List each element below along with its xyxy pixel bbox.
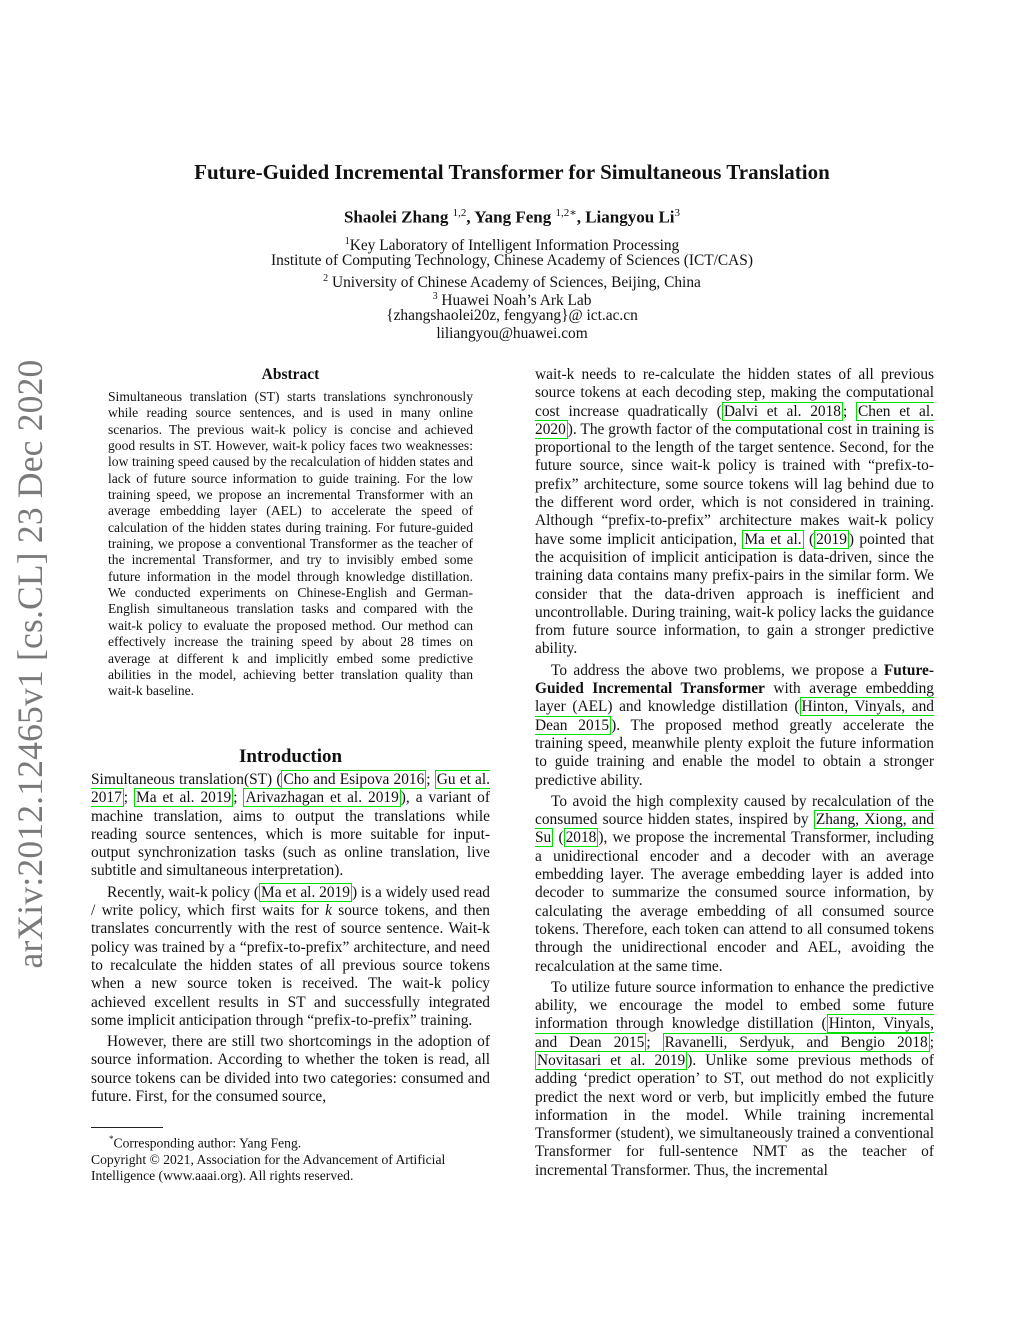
affiliation-mark: 1 bbox=[344, 236, 350, 247]
citation-link[interactable]: 2018 bbox=[565, 829, 597, 847]
author-affiliation-mark: 1,2∗ bbox=[555, 207, 577, 219]
author-affiliation-mark: 3 bbox=[674, 207, 681, 219]
author-emails bbox=[0, 307, 1024, 326]
paragraph: However, there are still two shortcomings in the adoption of source information. According to whether the token is read, all source tokens can be divided into two categories: consumed and future. First, for the consumed source, bbox=[91, 1033, 490, 1106]
citation-link[interactable]: Ma et al. 2019 bbox=[261, 883, 350, 901]
affiliation-text: University of Chinese Academy of Sciences, Beijing, China bbox=[328, 274, 701, 292]
citation-link[interactable]: Ravanelli, Serdyuk, and Bengio 2018 bbox=[664, 1033, 928, 1051]
affiliation-text: Huawei Noah’s Ark Lab bbox=[437, 292, 592, 310]
paragraph: wait-k needs to re-calculate the hidden states of all previous source tokens at each decoding step, making the computational cost increase quadratically ( Dalvi et al. 2018 ; Chen et al. 2020 ). The growth factor of the computational cost in training is proportional to the length of the target sentence. Second, for the future source, since wait-k policy is trained with “prefix-to-prefix” architecture, some source tokens will lag behind due to the different word order, which is not considered in training. Although “prefix-to-prefix” architecture makes wait-k policy have some implicit anticipation, Ma et al. ( 2019 ) pointed that the acquisition of implicit anticipation is data-driven, since the training data contains many prefix-pairs in the similar form. We consider that the data-driven approach is inefficient and uncontrollable. During training, wait-k policy lacks the guidance from future source information, to gain a stronger predictive ability. bbox=[535, 366, 934, 658]
email-text: liliangyou@huawei.com bbox=[436, 325, 588, 342]
arxiv-identifier-stamp: arXiv:2012.12465v1 [cs.CL] 23 Dec 2020 bbox=[10, 359, 50, 969]
citation-link[interactable]: Ma et al. 2019 bbox=[136, 789, 232, 807]
affiliation-text: Institute of Computing Technology, Chinese Academy of Sciences (ICT/CAS) bbox=[271, 252, 753, 269]
paragraph: Recently, wait-k policy ( Ma et al. 2019 ) is a widely used read / write policy, which first waits for k source tokens, and then translates concurrently with the rest of source sentence. Wait-k policy was trained by a “prefix-to-prefix” architecture, and need to recalculate the hidden states of all previous source tokens when a new source token is received. The wait-k policy achieved excellent results in ST and successfully integrated some implicit anticipation through “prefix-to-prefix” training. bbox=[91, 883, 490, 1029]
paragraph: To utilize future source information to enhance the predictive ability, we encourage the model to embed some future information through knowledge distillation ( Hinton, Vinyals, and Dean 2015 ; Ravanelli, Serdyuk, and Bengio 2018 ; Novitasari et al. 2019 ). Unlike some previous methods of adding ‘predict operation’ to ST, out method do not explicitly predict the next word or verb, but implicitly embed the future information in the model. While training incremental Transformer (student), we simultaneously trained a conventional Transformer for full-sentence NMT as the teacher of incremental Transformer. Thus, the incremental bbox=[535, 978, 934, 1179]
citation-link[interactable]: Gu et al. 2017 bbox=[91, 771, 490, 807]
footnote-text: *Corresponding author: Yang Feng. bbox=[109, 1134, 302, 1151]
affiliation-text: Key Laboratory of Intelligent Information Processing bbox=[349, 237, 680, 255]
author-list bbox=[0, 206, 1024, 228]
math-variable: k bbox=[325, 902, 332, 920]
footnote bbox=[91, 1131, 490, 1184]
citation-link[interactable]: Hinton, Vinyals, and Dean 2015 bbox=[535, 1015, 934, 1051]
citation-link[interactable]: Novitasari et al. 2019 bbox=[537, 1051, 686, 1069]
author-name: , Liangyou Li bbox=[576, 207, 675, 227]
right-column-body bbox=[535, 366, 934, 1183]
introduction-heading: Introduction bbox=[238, 746, 343, 767]
footnote-divider bbox=[91, 1127, 163, 1128]
citation-link[interactable]: Cho and Esipova 2016 bbox=[283, 771, 425, 788]
author-name: Shaolei Zhang bbox=[343, 207, 449, 227]
paper-title: Future-Guided Incremental Transformer for Simultaneous Translation bbox=[194, 160, 830, 184]
citation-link[interactable]: Hinton, Vinyals, and Dean 2015 bbox=[535, 698, 934, 734]
citation-link[interactable]: Dalvi et al. 2018 bbox=[723, 402, 841, 420]
author-emails bbox=[0, 325, 1024, 344]
author-name: , Yang Feng bbox=[466, 207, 552, 227]
affiliation-mark: 2 bbox=[323, 273, 329, 284]
citation-link[interactable]: Arivazhagan et al. 2019 bbox=[245, 789, 399, 807]
footnote-marker: * bbox=[109, 1134, 114, 1144]
abstract-heading: Abstract bbox=[261, 366, 320, 383]
copyright-text: Copyright © 2021, Association for the Advancement of Artificial Intelligence (www.aaai.org). All rights reserved. bbox=[91, 1151, 446, 1183]
method-name: Future-Guided Incremental Transformer bbox=[535, 661, 934, 698]
affiliation-line bbox=[0, 252, 1024, 271]
citation-link[interactable]: 2019 bbox=[816, 530, 847, 548]
email-text: {zhangshaolei20z, fengyang}@ ict.ac.cn bbox=[386, 307, 638, 324]
citation-link[interactable]: Chen et al. 2020 bbox=[535, 402, 934, 438]
paragraph: Simultaneous translation(ST) ( Cho and Esipova 2016 ; Gu et al. 2017 ; Ma et al. 2019 ; Arivazhagan et al. 2019 ), a variant of machine translation, aims to output the translations while reading source sentences, which is more suitable for input-output synchronization tasks (such as online translation, live subtitle and simultaneous interpretation). bbox=[91, 771, 490, 880]
citation-link[interactable]: Zhang, Xiong, and Su bbox=[535, 811, 934, 847]
left-column-body bbox=[91, 771, 490, 1109]
abstract-body: Simultaneous translation (ST) starts translations synchronously while reading source sentences, and is used in many online scenarios. The previous wait-k policy is concise and achieved good results in ST. However, wait-k policy faces two weaknesses: low training speed caused by the recalculation of hidden states and lack of future source information to guide training. For the low training speed, we propose an incremental Transformer with an average embedding layer (AEL) to accelerate the speed of calculation of the hidden states during training. For future-guided training, we propose a conventional Transformer as the teacher of the incremental Transformer, and try to invisibly embed some future information in the model through knowledge distillation. We conducted experiments on Chinese-English and German-English simultaneous translation tasks and compared with the wait-k policy to evaluate the proposed method. Our method can effectively increase the training speed by about 28 times on average at different k and implicitly embed some predictive abilities in the model, achieving better translation quality than wait-k baseline. bbox=[108, 389, 473, 699]
paragraph: To address the above two problems, we propose a Future-Guided Incremental Transformer with average embedding layer (AEL) and knowledge distillation ( Hinton, Vinyals, and Dean 2015 ). The proposed method greatly accelerate the training speed, meanwhile plenty exploit the future information to guide training and enable the model to obtain a stronger predictive ability. bbox=[535, 661, 934, 789]
citation-link[interactable]: Ma et al. bbox=[744, 530, 802, 548]
paragraph: To avoid the high complexity caused by recalculation of the consumed source hidden states, inspired by Zhang, Xiong, and Su ( 2018 ), we propose the incremental Transformer, including a unidirectional encoder and a decoder with an average embedding layer. The average embedding layer is added into decoder to summarize the consumed source information, by calculating the average embedding of all consumed source tokens. Therefore, each token can attend to all consumed tokens through the unidirectional encoder and AEL, avoiding the recalculation at the same time. bbox=[535, 792, 934, 975]
affiliation-mark: 3 bbox=[432, 291, 438, 302]
author-affiliation-mark: 1,2 bbox=[452, 207, 467, 219]
